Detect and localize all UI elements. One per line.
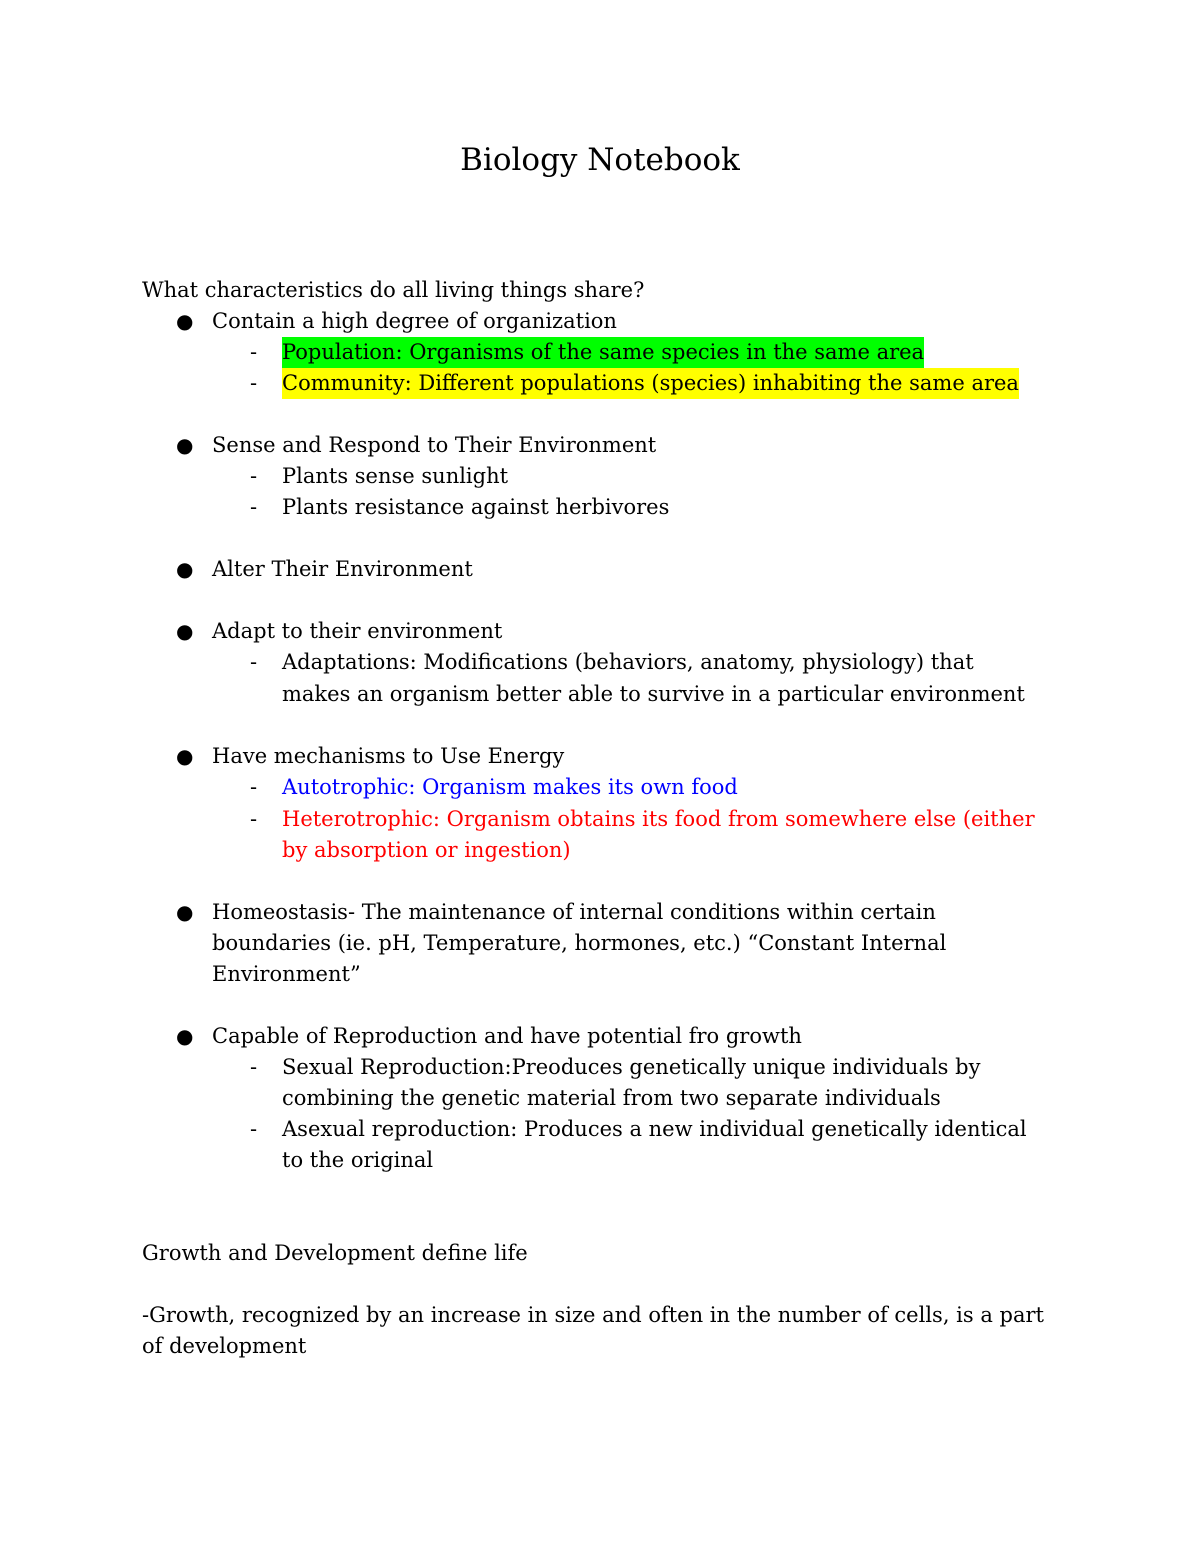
sub-item-heterotrophic-line2: by absorption or ingestion) xyxy=(282,838,571,862)
dash-icon: - xyxy=(250,464,258,488)
dash-icon: - xyxy=(250,775,258,799)
bullet-icon: ● xyxy=(176,433,194,457)
sub-item-asexual-line2: to the original xyxy=(282,1148,434,1172)
growth-text-line2: of development xyxy=(142,1334,307,1358)
list-item-homeostasis-line2: boundaries (ie. pH, Temperature, hormones, etc.) “Constant Internal xyxy=(212,931,947,955)
sub-item-adaptations-line1: Adaptations: Modifications (behaviors, anatomy, physiology) that xyxy=(282,650,974,674)
sub-item-sexual-line1: Sexual Reproduction:Preoduces genetically unique individuals by xyxy=(282,1055,981,1079)
dash-icon: - xyxy=(250,371,258,395)
bullet-icon: ● xyxy=(176,309,194,333)
bullet-icon: ● xyxy=(176,744,194,768)
dash-icon: - xyxy=(250,1117,258,1141)
list-item-adapt: Adapt to their environment xyxy=(212,619,503,643)
sub-item-adaptations-line2: makes an organism better able to survive in a particular environment xyxy=(282,682,1025,706)
sub-item-asexual-line1: Asexual reproduction: Produces a new individual genetically identical xyxy=(282,1117,1027,1141)
highlight-green: Population: Organisms of the same species in the same area xyxy=(282,337,924,368)
sub-item-autotrophic: Autotrophic: Organism makes its own food xyxy=(282,775,738,799)
list-item-organization: Contain a high degree of organization xyxy=(212,309,617,333)
sub-item-sexual-line2: combining the genetic material from two separate individuals xyxy=(282,1086,941,1110)
bullet-icon: ● xyxy=(176,900,194,924)
dash-icon: - xyxy=(250,340,258,364)
list-item-homeostasis-line1: Homeostasis- The maintenance of internal conditions within certain xyxy=(212,900,936,924)
page-title: Biology Notebook xyxy=(460,142,740,178)
dash-icon: - xyxy=(250,650,258,674)
sub-item-community xyxy=(282,368,1019,399)
bullet-icon: ● xyxy=(176,557,194,581)
list-item-homeostasis-line3: Environment” xyxy=(212,962,361,986)
question-heading: What characteristics do all living things share? xyxy=(142,278,645,302)
sub-item-population xyxy=(282,337,924,368)
bullet-icon: ● xyxy=(176,1024,194,1048)
sub-item-sunlight: Plants sense sunlight xyxy=(282,464,509,488)
list-item-reproduction: Capable of Reproduction and have potential fro growth xyxy=(212,1024,802,1048)
bullet-icon: ● xyxy=(176,619,194,643)
sub-item-herbivores: Plants resistance against herbivores xyxy=(282,495,670,519)
list-item-energy: Have mechanisms to Use Energy xyxy=(212,744,565,768)
growth-text-line1: -Growth, recognized by an increase in size and often in the number of cells, is a part xyxy=(142,1303,1044,1327)
dash-icon: - xyxy=(250,807,258,831)
growth-heading: Growth and Development define life xyxy=(142,1241,528,1265)
sub-item-heterotrophic-line1: Heterotrophic: Organism obtains its food from somewhere else (either xyxy=(282,807,1035,831)
dash-icon: - xyxy=(250,495,258,519)
list-item-sense: Sense and Respond to Their Environment xyxy=(212,433,657,457)
highlight-yellow: Community: Different populations (species) inhabiting the same area xyxy=(282,368,1019,399)
list-item-alter: Alter Their Environment xyxy=(212,557,473,581)
dash-icon: - xyxy=(250,1055,258,1079)
